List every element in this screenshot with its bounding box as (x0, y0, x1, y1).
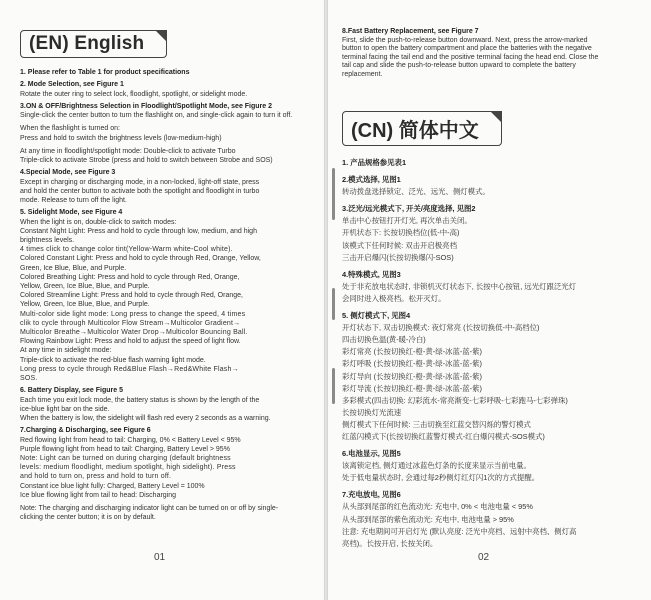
body-line: levels: medium floodlight, medium spotlight, high sidelight). Press (20, 464, 236, 472)
body-line: 单击中心按钮打开灯光, 再次单击关闭。 (342, 216, 472, 226)
body-line: 从头部到尾部的红色流动光: 充电中, 0% < 电池电量 < 95% (342, 502, 533, 512)
body-line: 处于非充放电状态时, 非锁机灭灯状态下, 长按中心按钮, 远光灯跟泛光灯 (342, 281, 577, 291)
body-line: 该模式下任何时候: 双击开启极亮档 (342, 240, 457, 250)
body-line: Constant Night Light: Press and hold to cycle through low, medium, and high (20, 227, 257, 235)
body-line: ice-blue light bar on the side. (20, 405, 110, 413)
body-line: Green, Ice Blue, Blue, and Purple. (20, 264, 127, 272)
body-line: 彩灯导向 (长按切换红-橙-黄-绿-冰蓝-蓝-紫) (342, 371, 482, 381)
body-line: Ice blue flowing light from tail to head: Discharging (20, 491, 177, 499)
page-number-left: 01 (154, 552, 166, 563)
body-line: 四击切换色温(黄-暖-冷白) (342, 335, 426, 345)
page-number-right: 02 (478, 552, 490, 563)
body-line: 处于低电量状态时, 会通过每2秒侧灯红灯闪1次的方式提醒。 (342, 473, 540, 483)
body-line: clicking the center button; it is on by default. (20, 514, 156, 522)
section-heading: 8.Fast Battery Replacement, see Figure 7 (342, 28, 479, 35)
chinese-instructions (342, 157, 638, 550)
body-line: Each time you exit lock mode, the battery status is shown by the length of the (20, 396, 260, 404)
section-heading: 3.泛光/远光模式下, 开关/亮度选择, 见图2 (342, 204, 476, 214)
body-line: Yellow, Green, Ice Blue, Blue, and Purple. (20, 283, 150, 291)
english-instructions (20, 68, 316, 522)
section-heading: 5. 侧灯模式下, 见图4 (342, 311, 411, 321)
body-line: Colored Breathing Light: Press and hold to cycle through Red, Orange, (20, 273, 240, 281)
body-line: 多彩模式(四击切换: 幻彩流水-常亮渐变-七彩呼吸-七彩跑马-七彩弹珠) (342, 395, 568, 405)
section-heading: 2. Mode Selection, see Figure 1 (20, 81, 124, 89)
body-line: 开灯状态下, 双击切换模式: 夜灯常亮 (长按切换低-中-高档位) (342, 323, 540, 333)
right-page (328, 0, 651, 600)
body-line: Rotate the outer ring to select lock, floodlight, spotlight, or sidelight mode. (20, 90, 248, 98)
body-line: mode. Release to turn off the light. (20, 197, 127, 204)
section-heading: 2.模式选择, 见图1 (342, 175, 401, 185)
binding-wire-mark (332, 168, 335, 220)
body-line: 4 times click to change color tint(Yellow-Warm white-Cool white). (20, 246, 233, 254)
body-line: SOS. (20, 375, 38, 383)
body-line: When the light is on, double-click to switch modes: (20, 218, 177, 226)
section-heading: 4.特殊模式, 见图3 (342, 269, 401, 279)
section-heading: 7.Charging & Discharging, see Figure 6 (20, 427, 151, 435)
body-line: Constant ice blue light fully: Charged, Battery Level = 100% (20, 482, 205, 490)
section-heading: 4.Special Mode, see Figure 3 (20, 169, 116, 177)
binding-wire-mark (332, 288, 335, 320)
body-line: Multi-color side light mode: Long press to change the speed, 4 times (20, 310, 246, 318)
body-line: Red flowing light from head to tail: Charging, 0% < Battery Level < 95% (20, 436, 241, 444)
body-line: and hold to turn on, press and hold to turn off. (20, 473, 172, 481)
body-line: replacement. (342, 70, 383, 78)
body-line: 该离锁定档, 侧灯通过冰蓝色灯条的长度来显示当前电量。 (342, 461, 531, 471)
body-line: 侧灯模式下任何时候: 三击切换至红蓝交替闪烁的警灯模式 (342, 419, 531, 429)
body-line: Flowing Rainbow Light: Press and hold to adjust the speed of light flow. (20, 338, 241, 346)
section-heading: 5. Sidelight Mode, see Figure 4 (20, 209, 123, 217)
body-line: 从头部到尾部的紫色流动光: 充电中, 电池电量 > 95% (342, 514, 514, 524)
body-line: Note: The charging and discharging indicator light can be turned on or off by single- (20, 505, 279, 513)
section-heading: 6. Battery Display, see Figure 5 (20, 387, 123, 395)
body-line: First, slide the push-to-release button downward. Next, press the arrow-marked (342, 36, 588, 44)
body-line: 红蓝闪模式下(长按切换红蓝警灯模式-红白爆闪模式-SOS模式) (342, 431, 545, 441)
body-line: 彩灯导流 (长按切换红-橙-黄-绿-冰蓝-蓝-紫) (342, 383, 482, 393)
body-line: Long press to cycle through Red&Blue Flash→Red&White Flash→ (20, 365, 239, 373)
body-line: When the flashlight is turned on: (20, 125, 121, 133)
body-line: Note: Light can be turned on during charging (default brightness (20, 455, 231, 463)
english-section-heading: (EN) English (20, 30, 167, 58)
body-line: 注意: 充电期间可开启灯光 (默认亮度: 泛光中亮档、远射中亮档、侧灯高 (342, 526, 577, 536)
body-line: Single-click the center button to turn the flashlight on, and single-click again to turn it off. (20, 112, 293, 120)
binding-wire-mark (332, 368, 335, 404)
body-line: 彩灯呼吸 (长按切换红-橙-黄-绿-冰蓝-蓝-紫) (342, 359, 482, 369)
section-heading: 6.电池显示, 见图5 (342, 449, 401, 459)
left-page (0, 0, 324, 600)
body-line: Purple flowing light from head to tail: Charging, Battery Level > 95% (20, 445, 230, 453)
section-heading: 1. 产品规格参见表1 (342, 158, 407, 167)
body-line: 会同时进入极亮档。松开灭灯。 (342, 293, 446, 303)
body-line: Press and hold to switch the brightness levels (low-medium-high) (20, 134, 222, 142)
body-line: brightness levels. (20, 237, 75, 244)
section-heading: 3.ON & OFF/Brightness Selection in Floodlight/Spotlight Mode, see Figure 2 (20, 102, 273, 110)
body-line: 长按切换灯光流速 (342, 407, 402, 417)
body-line: Yellow, Green, Ice Blue, Blue, and Purple. (20, 301, 150, 309)
fast-battery-replacement-section (342, 28, 638, 80)
body-line: 开机状态下: 长按切换档位(低-中-高) (342, 228, 460, 238)
body-line: Colored Streamline Light: Press and hold to cycle through Red, Orange, (20, 292, 243, 300)
body-line: 转动拨盘选择锁定、泛光、远光、侧灯模式。 (342, 187, 490, 197)
body-line: Multicolor Breathe→Multicolor Water Drop→Multicolor Bouncing Ball. (20, 329, 248, 337)
section-heading: 1. Please refer to Table 1 for product specifications (20, 69, 190, 76)
body-line: terminal facing the tail end and the positive terminal facing the head end. Close the (342, 53, 599, 61)
body-line: Triple-click to activate Strobe (press and hold to switch between Strobe and SOS) (20, 157, 273, 164)
body-line: Colored Constant Light: Press and hold to cycle through Red, Orange, Yellow, (20, 255, 261, 263)
body-line: and hold the center button to activate both the spotlight and floodlight in turbo (20, 187, 260, 195)
body-line: clik to cycle through Multicolor Flow Stream→Multicolor Gradient→ (20, 319, 241, 327)
body-line: Except in charging or discharging mode, in a non-locked, light-off state, press (20, 178, 260, 186)
body-line: tail cap and slide the push-to-release button upward to complete the battery (342, 62, 576, 70)
body-line: At any time in sidelight mode: (20, 347, 112, 355)
body-line: Triple-click to activate the red-blue flash warning light mode. (20, 356, 206, 364)
body-line: 彩灯常亮 (长按切换红-橙-黄-绿-冰蓝-蓝-紫) (342, 347, 482, 357)
body-line: 三击开启爆闪(长按切换爆闪-SOS) (342, 252, 454, 262)
body-line: When the battery is low, the sidelight will flash red every 2 seconds as a warning. (20, 415, 271, 423)
body-line: button to open the battery compartment and place the batteries with the negative (342, 45, 592, 53)
section-heading: 7.充电放电, 见图6 (342, 490, 401, 500)
chinese-section-heading: (CN) 简体中文 (342, 111, 502, 146)
body-line: At any time in floodlight/spotlight mode: Double-click to activate Turbo (20, 147, 236, 155)
body-line: 亮档)。长按开启, 长按关闭。 (342, 538, 438, 548)
